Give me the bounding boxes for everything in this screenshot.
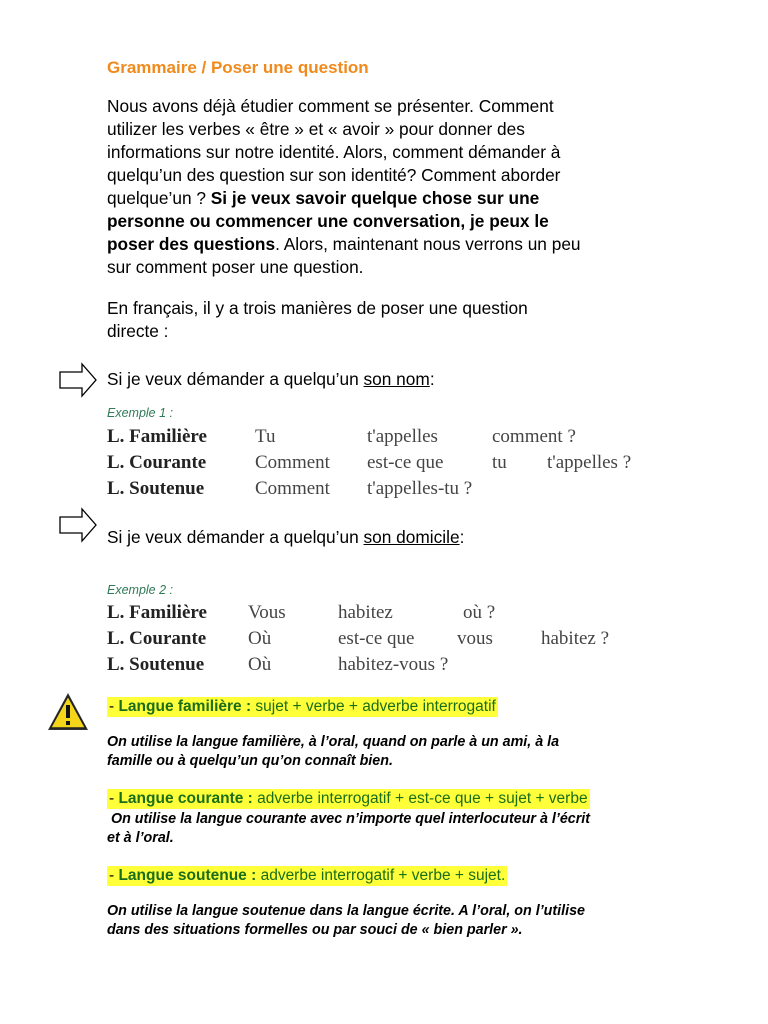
example-2-label: Exemple 2 : xyxy=(107,583,174,597)
intro-line xyxy=(107,233,667,256)
rule-label: Langue courante : xyxy=(118,790,253,807)
rule-label: Langue soutenue : xyxy=(118,867,257,884)
example-word: t'appelles-tu ? xyxy=(367,478,473,499)
example-row xyxy=(107,478,667,504)
example-row xyxy=(107,654,667,680)
rule-dash: - xyxy=(109,698,119,715)
intro-line: utilizer les verbes « être » et « avoir » pour donner des xyxy=(107,119,525,139)
highlight xyxy=(107,866,507,886)
example-row xyxy=(107,602,667,628)
example-word: Où xyxy=(248,628,272,649)
intro-line: informations sur notre identité. Alors, comment démander à xyxy=(107,142,561,162)
rule-courante xyxy=(107,789,590,809)
example-word: Vous xyxy=(248,602,286,623)
rule-dash: - xyxy=(109,867,119,884)
note-line: On utilise la langue soutenue dans la langue écrite. A l’oral, on l’utilise xyxy=(107,903,585,919)
example-word: comment ? xyxy=(492,426,576,447)
lead-colon: : xyxy=(429,369,435,389)
highlight xyxy=(107,697,498,717)
example-word: Tu xyxy=(255,426,276,447)
example-row xyxy=(107,628,667,654)
lead-underlined: son nom xyxy=(363,369,430,389)
example-word: Où xyxy=(248,654,272,675)
lead-colon: : xyxy=(459,527,465,547)
right-arrow-icon xyxy=(58,507,98,543)
level-label: L. Familière xyxy=(107,426,207,447)
directe-line: directe : xyxy=(107,321,169,341)
intro-line xyxy=(107,210,667,233)
lead-text: Si je veux démander a quelqu’un xyxy=(107,527,364,547)
note-line: On utilise la langue courante avec n’importe quel interlocuteur à l’écrit xyxy=(107,811,591,827)
example-word: t'appelles xyxy=(367,426,438,447)
example-word: Comment xyxy=(255,452,330,473)
directe-line: En français, il y a trois manières de poser une question xyxy=(107,298,528,318)
level-label: L. Soutenue xyxy=(107,654,205,675)
highlight xyxy=(107,789,590,809)
example-word: habitez-vous ? xyxy=(338,654,449,675)
note-line: famille ou à quelqu’un qu’on connaît bien. xyxy=(107,753,393,769)
level-label: L. Soutenue xyxy=(107,478,205,499)
level-label: L. Courante xyxy=(107,452,207,473)
example-word: est-ce que xyxy=(338,628,415,649)
lead-text: Si je veux démander a quelqu’un xyxy=(107,369,364,389)
example-word: Comment xyxy=(255,478,330,499)
intro-bold-text: Si je veux savoir quelque chose sur une xyxy=(210,188,540,208)
intro-line: Nous avons déjà étudier comment se présenter. Comment xyxy=(107,96,554,116)
right-arrow-icon xyxy=(58,362,98,398)
directe-paragraph xyxy=(107,297,667,343)
rule-formula: sujet + verbe + adverbe interrogatif xyxy=(251,698,496,715)
rule-familiere xyxy=(107,697,498,717)
example-1-label: Exemple 1 : xyxy=(107,406,174,420)
warning-icon xyxy=(46,690,90,734)
example-row xyxy=(107,452,667,478)
example-word: tu xyxy=(492,452,507,473)
note-soutenue xyxy=(107,902,667,940)
rule-soutenue xyxy=(107,866,507,886)
section1-lead xyxy=(107,368,435,391)
example-word: habitez xyxy=(338,602,393,623)
lead-underlined: son domicile xyxy=(363,527,460,547)
rule-dash: - xyxy=(109,790,119,807)
example-word: vous xyxy=(457,628,493,649)
intro-line xyxy=(107,187,667,210)
rule-formula: adverbe interrogatif + est-ce que + sujet + verbe xyxy=(252,790,588,807)
note-courante xyxy=(107,810,667,848)
example-word: habitez ? xyxy=(541,628,610,649)
page-title: Grammaire / Poser une question xyxy=(107,58,369,77)
intro-text: . Alors, maintenant nous verrons un peu xyxy=(275,234,581,254)
note-familiere xyxy=(107,733,667,771)
intro-paragraph xyxy=(107,95,667,279)
example-word: est-ce que xyxy=(367,452,444,473)
example-row xyxy=(107,426,667,452)
intro-line: sur comment poser une question. xyxy=(107,257,364,277)
rule-formula: adverbe interrogatif + verbe + sujet. xyxy=(256,867,506,884)
level-label: L. Familière xyxy=(107,602,207,623)
intro-text: quelque’un ? xyxy=(107,188,211,208)
example-word: t'appelles ? xyxy=(547,452,632,473)
level-label: L. Courante xyxy=(107,628,207,649)
intro-line: quelqu’un des question sur son identité? Comment aborder xyxy=(107,165,561,185)
note-line: dans des situations formelles ou par souci de « bien parler ». xyxy=(107,922,523,938)
rule-label: Langue familière : xyxy=(118,698,252,715)
section2-lead xyxy=(107,526,464,549)
example-word: où ? xyxy=(463,602,496,623)
intro-bold-text: poser des questions xyxy=(107,234,276,254)
note-line: et à l’oral. xyxy=(107,830,174,846)
note-line: On utilise la langue familière, à l’oral, quand on parle à un ami, à la xyxy=(107,734,560,750)
intro-bold-text: personne ou commencer une conversation, je peux le xyxy=(107,211,549,231)
